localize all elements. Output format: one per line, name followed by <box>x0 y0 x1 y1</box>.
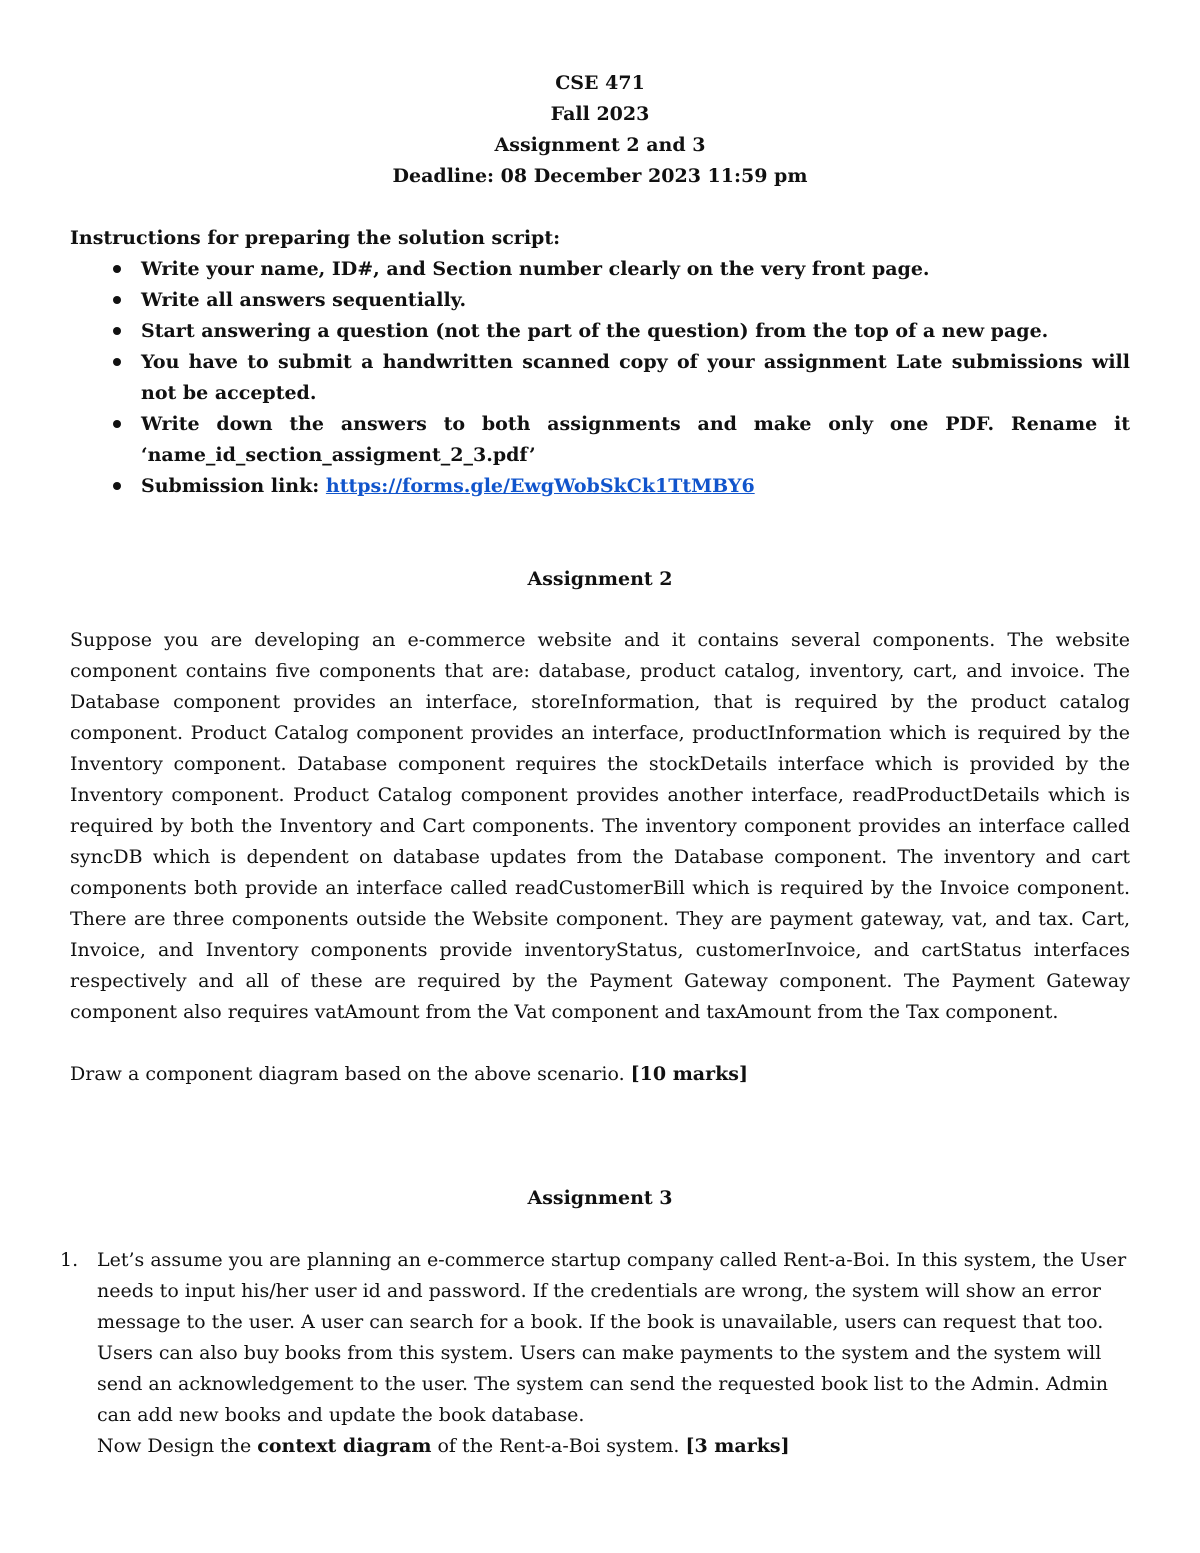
rename-line: Write down the answers to both assignments and make only one PDF. Rename it <box>141 413 1130 435</box>
question-number: 1. <box>60 1249 79 1271</box>
instructions-list <box>70 254 1130 502</box>
instructions-section <box>70 223 1130 502</box>
document-header <box>70 68 1130 192</box>
question-task <box>97 1431 1130 1462</box>
submission-label: Submission link: <box>141 475 326 497</box>
assignment-2-heading: Assignment 2 <box>527 568 673 590</box>
question-task-suffix: of the Rent-a-Boi system. <box>431 1435 686 1457</box>
term: Fall 2023 <box>550 103 650 125</box>
assignment-title: Assignment 2 and 3 <box>494 134 706 156</box>
assignment-3-questions <box>60 1245 1130 1462</box>
question-task-emphasis: context diagram <box>257 1435 432 1457</box>
question-task-prefix: Now Design the <box>97 1435 258 1457</box>
question-marks: [3 marks] <box>685 1435 790 1457</box>
question-text: Let’s assume you are planning an e-commerce startup company called Rent-a-Boi. In this system, the User needs to input his/her user id and password. If the credentials are wrong, the system will show an error message to the user. A user can search for a book. If the book is unavailable, users can request that too. Users can also buy books from this system. Users can make payments to the system and the system will send an acknowledgement to the user. The system can send the requested book list to the Admin. Admin can add new books and update the book database. <box>97 1249 1127 1426</box>
assignment-3-heading: Assignment 3 <box>527 1187 673 1209</box>
document-page <box>60 68 1130 1462</box>
submission-link[interactable]: https://forms.gle/EwgWobSkCk1TtMBY6 <box>325 475 755 497</box>
instruction-item-rename <box>70 409 1130 471</box>
question-item <box>60 1245 1130 1462</box>
rename-filename: ‘name_id_section_assigment_2_3.pdf’ <box>141 444 536 466</box>
instruction-item: Write all answers sequentially. <box>70 285 1130 316</box>
instruction-item-submission <box>70 471 1130 502</box>
assignment-2-task-text: Draw a component diagram based on the above scenario. <box>70 1063 631 1085</box>
instruction-item: You have to submit a handwritten scanned copy of your assignment Late submissions will not be accepted. <box>70 347 1130 409</box>
deadline: Deadline: 08 December 2023 11:59 pm <box>392 165 808 187</box>
assignment-2-marks: [10 marks] <box>630 1063 748 1085</box>
assignment-2-task <box>70 1059 1130 1090</box>
instruction-item: Start answering a question (not the part of the question) from the top of a new page. <box>70 316 1130 347</box>
assignment-2-scenario: Suppose you are developing an e-commerce website and it contains several components. The website component contains five components that are: database, product catalog, inventory, cart, and invoice. The Database component provides an interface, storeInformation, that is required by the product catalog component. Product Catalog component provides an interface, productInformation which is required by the Inventory component. Database component requires the stockDetails interface which is provided by the Inventory component. Product Catalog component provides another interface, readProductDetails which is required by both the Inventory and Cart components. The inventory component provides an interface called syncDB which is dependent on database updates from the Database component. The inventory and cart components both provide an interface called readCustomerBill which is required by the Invoice component. There are three components outside the Website component. They are payment gateway, vat, and tax. Cart, Invoice, and Inventory components provide inventoryStatus, customerInvoice, and cartStatus interfaces respectively and all of these are required by the Payment Gateway component. The Payment Gateway component also requires vatAmount from the Vat component and taxAmount from the Tax component. <box>70 629 1130 1023</box>
instruction-item: Write your name, ID#, and Section number clearly on the very front page. <box>70 254 1130 285</box>
instructions-heading: Instructions for preparing the solution script: <box>70 227 561 249</box>
course-code: CSE 471 <box>555 72 645 94</box>
